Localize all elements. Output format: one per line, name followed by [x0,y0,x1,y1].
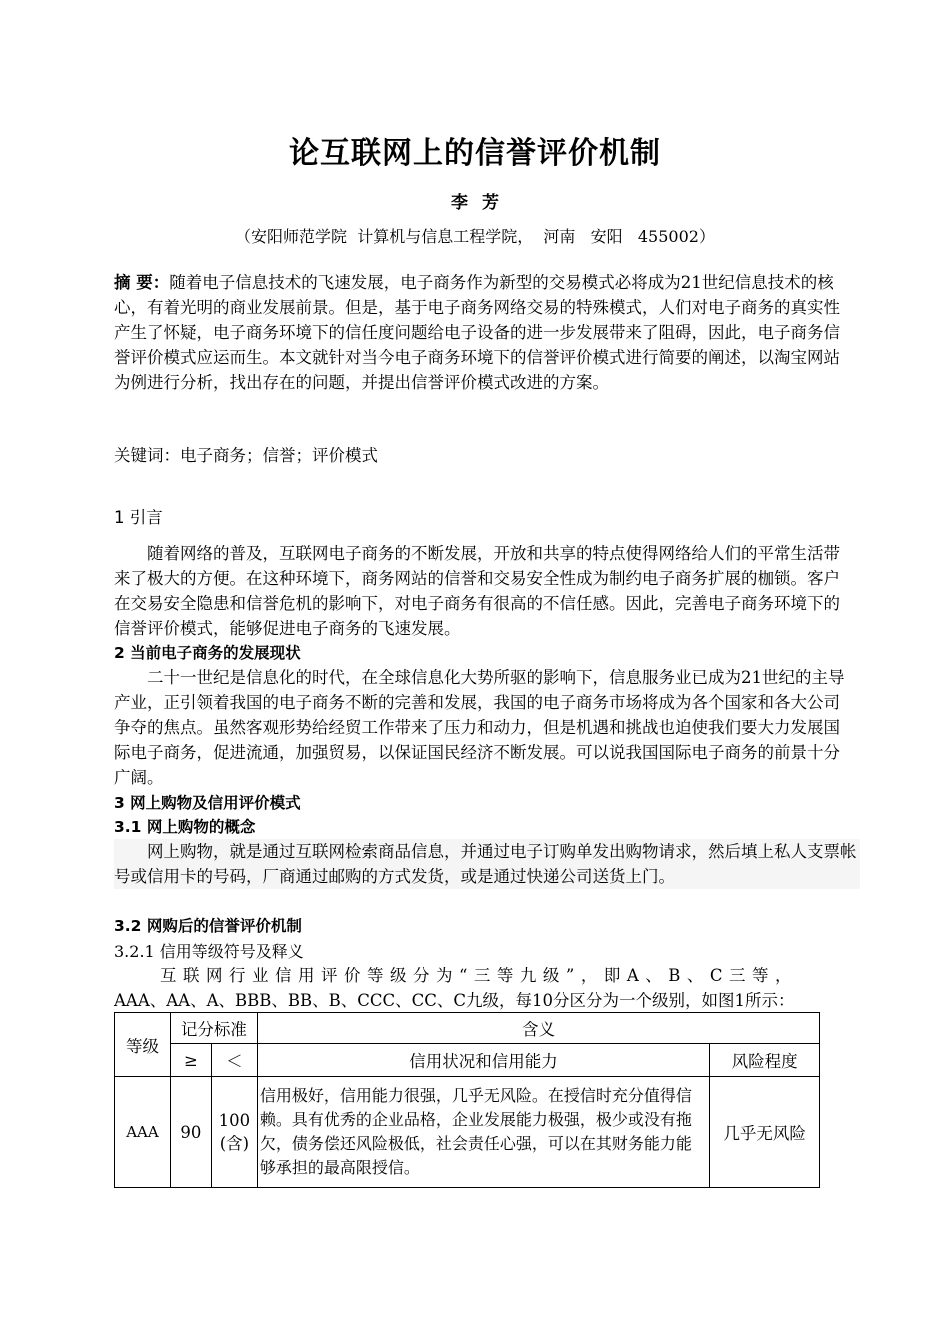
cell-description: 信用极好，信用能力很强，几乎无风险。在授信时充分值得信赖。具有优秀的企业品格，企业发展能力极强，极少或没有拖欠，债务偿还风险极低，社会责任心强，可以在其财务能力能够承担的最高限授信。 [257,1077,709,1188]
header-lt: ＜ [211,1044,257,1077]
cell-lt-number: 100 [218,1110,251,1130]
cell-risk: 几乎无风险 [710,1077,820,1188]
section-3-2-1-heading: 3.2.1 信用等级符号及释义 [114,942,304,961]
header-grade: 等级 [115,1013,171,1077]
abstract-label: 摘 要： [114,273,170,292]
section-3-2-heading: 3.2 网购后的信誉评价机制 [114,917,302,935]
keywords-text: 电子商务；信誉；评价模式 [180,446,378,465]
cell-lt [211,1077,257,1188]
credit-grade-table [114,1012,820,1188]
paper-title: 论互联网上的信誉评价机制 [289,136,661,171]
section-1-heading: 1 引言 [114,508,163,527]
keywords-label: 关键词： [114,446,180,465]
keywords [114,443,856,468]
header-score-standard: 记分标准 [170,1013,257,1044]
section-3-heading: 3 网上购物及信用评价模式 [114,794,301,812]
table-subheader-row [115,1044,820,1077]
section-2-heading: 2 当前电子商务的发展现状 [114,644,301,662]
header-credit-status: 信用状况和信用能力 [257,1044,709,1077]
section-1-paragraph: 随着网络的普及，互联网电子商务的不断发展，开放和共享的特点使得网络给人们的平常生活带来了极大的方便。在这种环境下，商务网站的信誉和交易安全性成为制约电子商务扩展的枷锁。客户在交易安全隐患和信誉危机的影响下，对电子商务有很高的不信任感。因此，完善电子商务环境下的信誉评价模式，能够促进电子商务的飞速发展。 [114,544,840,638]
author-affiliation: （安阳师范学院 计算机与信息工程学院， 河南 安阳 455002） [235,227,715,246]
section-3-1-heading: 3.1 网上购物的概念 [114,818,256,836]
table-header-row [115,1013,820,1044]
header-ge: ≥ [170,1044,211,1077]
table-row [115,1077,820,1188]
author-name: 李 芳 [451,193,499,213]
header-meaning: 含义 [257,1013,819,1044]
header-risk-level: 风险程度 [710,1044,820,1077]
section-3-1-paragraph: 网上购物，就是通过互联网检索商品信息，并通过电子订购单发出购物请求，然后填上私人支票帐号或信用卡的号码，厂商通过邮购的方式发货，或是通过快递公司送货上门。 [114,839,860,889]
section-3-2-1-line-2: AAA、AA、A、BBB、BB、B、CCC、CC、C九级，每10分区分为一个级别，如图1所示： [114,991,795,1010]
cell-ge: 90 [170,1077,211,1188]
cell-grade: AAA [115,1077,171,1188]
abstract-text: 随着电子信息技术的飞速发展，电子商务作为新型的交易模式必将成为21世纪信息技术的核心，有着光明的商业发展前景。但是，基于电子商务网络交易的特殊模式，人们对电子商务的真实性产生了怀疑，电子商务环境下的信任度问题给电子设备的进一步发展带来了阻碍，因此，电子商务信誉评价模式应运而生。本文就针对当今电子商务环境下的信誉评价模式进行简要的阐述，以淘宝网站为例进行分析，找出存在的问题，并提出信誉评价模式改进的方案。 [114,273,840,392]
section-3-2-1-line-1: 互联网行业信用评价等级分为“三等九级”，即A、B、C三等， [160,966,799,985]
section-2-paragraph: 二十一世纪是信息化的时代，在全球信息化大势所驱的影响下，信息服务业已成为21世纪的主导产业，正引领着我国的电子商务不断的完善和发展，我国的电子商务市场将成为各个国家和各大公司争夺的焦点。虽然客观形势给经贸工作带来了压力和动力，但是机遇和挑战也迫使我们要大力发展国际电子商务，促进流通，加强贸易，以保证国民经济不断发展。可以说我国国际电子商务的前景十分广阔。 [114,668,845,787]
cell-lt-note: (含) [219,1133,250,1153]
abstract [114,270,856,395]
